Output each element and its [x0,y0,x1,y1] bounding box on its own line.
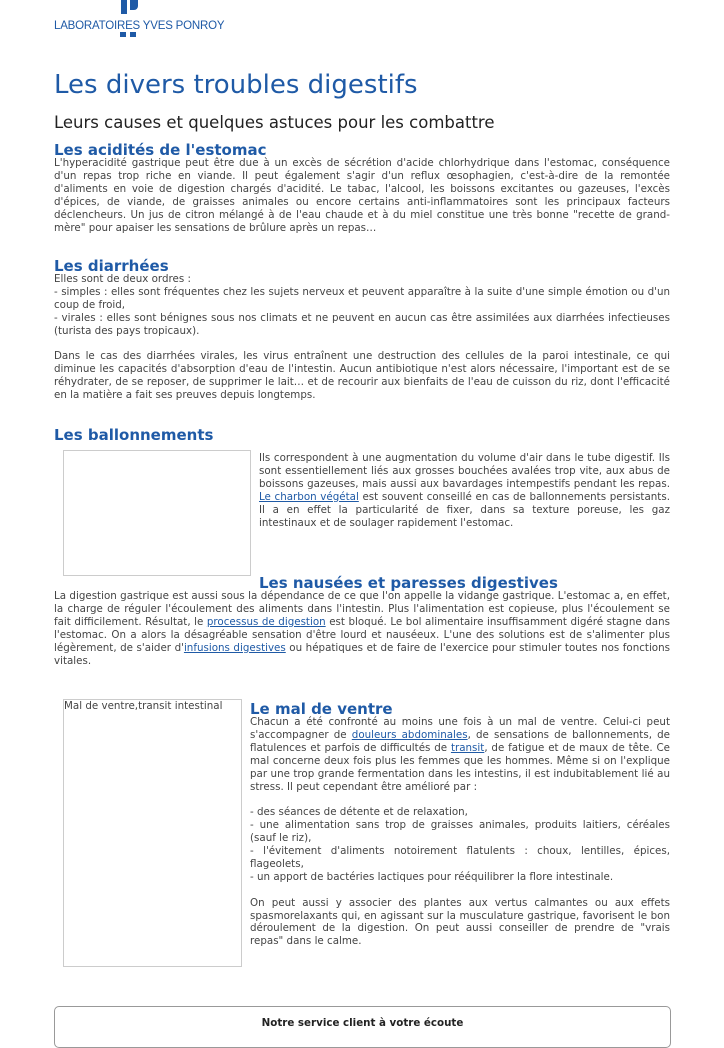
list-item: - l'évitement d'aliments notoirement flatulents : choux, lentilles, épices, flageolets, [250,845,670,870]
link-douleurs-abdominales[interactable]: douleurs abdominales [351,728,468,741]
service-client-box [54,1006,671,1048]
paragraph-ballonnements: Ils correspondent à une augmentation du volume d'air dans le tube digestif. Ils sont essentiellement liés aux grosses bouchées avalées trop vite, aux abus de boissons gazeuses, mais aussi aux bavardages intempestifs pendant les repas. Le charbon végétal est souvent conseillé en cas de ballonnements persistants. Il a en effet la particularité de fixer, dans sa texture poreuse, les gaz intestinaux et de soulager rapidement l'estomac. [259,452,670,529]
ponroy-logo-icon [118,0,140,22]
page-subtitle: Leurs causes et quelques astuces pour les combattre [54,113,495,132]
heading-mal-de-ventre: Le mal de ventre [250,700,393,718]
brand-name: LABORATOIRES YVES PONROY [54,20,225,32]
link-transit[interactable]: transit [450,741,485,754]
paragraph-diarrhees: Elles sont de deux ordres : - simples : elles sont fréquentes chez les sujets nerveux et peuvent apparaître à la suite d'une simple émotion ou d'un coup de froid, - virales : elles sont bénignes sous nos climats et ne peuvent en aucun cas être assimilées aux diarrhées infectieuses (turista des pays tropicaux). Dans le cas des diarrhées virales, les virus entraînent une destruction des cellules de la paroi intestinale, ce qui diminue les capacités d'absorption d'eau de l'intestin. Aucun antibiotique n'est alors nécessaire, l'important est de se réhydrater, de se reposer, de supprimer le lait… et de recourir aux bienfaits de l'eau de cuisson du riz, dont l'efficacité en la matière a fait ses preuves depuis longtemps. [54,273,670,402]
list-item: - une alimentation sans trop de graisses animales, produits laitiers, céréales (sauf le riz), [250,819,670,845]
image-ballonnements [63,450,251,576]
heading-diarrhees: Les diarrhées [54,257,169,275]
image-mal-de-ventre [63,699,242,967]
heading-ballonnements: Les ballonnements [54,426,214,444]
brand-logo[interactable] [54,0,225,40]
image-caption: Mal de ventre,transit intestinal [64,700,223,712]
list-item: - un apport de bactéries lactiques pour rééquilibrer la flore intestinale. [250,870,614,883]
link-infusions-digestives[interactable]: infusions digestives [183,641,286,654]
paragraph-mal-de-ventre: Chacun a été confronté au moins une fois à un mal de ventre. Celui-ci peut s'accompagner de douleurs abdominales, de sensations de ballonnements, de flatulences et parfois de difficultés de transit, de fatigue et de maux de tête. Ce mal concerne deux fois plus les femmes que les hommes. Même si on l'explique par une trop grande fermentation dans les intestins, il est indubitablement lié au stress. Il peut cependant être amélioré par : - des séances de détente et de relaxation, - une alimentation sans trop de graisses animales, produits laitiers, céréales (sauf le riz), - l'évitement d'aliments notoirement flatulents : choux, lentilles, épices, flageolets, - un apport de bactéries lactiques pour rééquilibrer la flore intestinale. On peut aussi y associer des plantes aux vertus calmantes ou aux effets spasmorelaxants qui, en agissant sur la musculature gastrique, favorisent le bon déroulement de la digestion. On peut aussi conseiller de prendre de "vrais repas" dans le calme. [250,716,670,948]
list-item: - des séances de détente et de relaxation, [250,806,468,819]
heading-acidites: Les acidités de l'estomac [54,141,267,159]
heading-nausees: Les nausées et paresses digestives [259,574,558,592]
link-processus-digestion[interactable]: processus de digestion [206,615,326,628]
paragraph-nausees: La digestion gastrique est aussi sous la dépendance de ce que l'on appelle la vidange gastrique. L'estomac a, en effet, la charge de réguler l'écoulement des aliments dans l'intestin. Plus l'alimentation est copieuse, plus l'écoulement se fait difficilement. Résultat, le processus de digestion est bloqué. Le bol alimentaire insuffisamment digéré stagne dans l'estomac. On a alors la désagréable sensation d'être lourd et nauséeux. L'une des solutions est de s'alimenter plus légèrement, de s'aider d'infusions digestives ou hépatiques et de faire de l'exercice pour stimuler toutes nos fonctions vitales. [54,590,670,667]
link-charbon-vegetal[interactable]: Le charbon végétal [259,490,359,503]
page-title: Les divers troubles digestifs [54,70,418,100]
service-client-title: Notre service client à votre écoute [261,1017,464,1029]
paragraph-acidites: L'hyperacidité gastrique peut être due à un excès de sécrétion d'acide chlorhydrique dans l'estomac, conséquence d'un repas trop riche en viande. Il peut également s'agir d'un reflux œsophagien, c'est-à-dire de la remontée d'aliments en voie de digestion chargés d'acidité. Le tabac, l'alcool, les boissons excitantes ou gazeuses, l'excès d'épices, de viande, de graisses animales ou encore certains anti-inflammatoires sont les principaux facteurs déclencheurs. Un jus de citron mélangé à de l'eau chaude et à du miel constitue une très bonne "recette de grand-mère" pour apaiser les sensations de brûlure après un repas… [54,157,670,234]
